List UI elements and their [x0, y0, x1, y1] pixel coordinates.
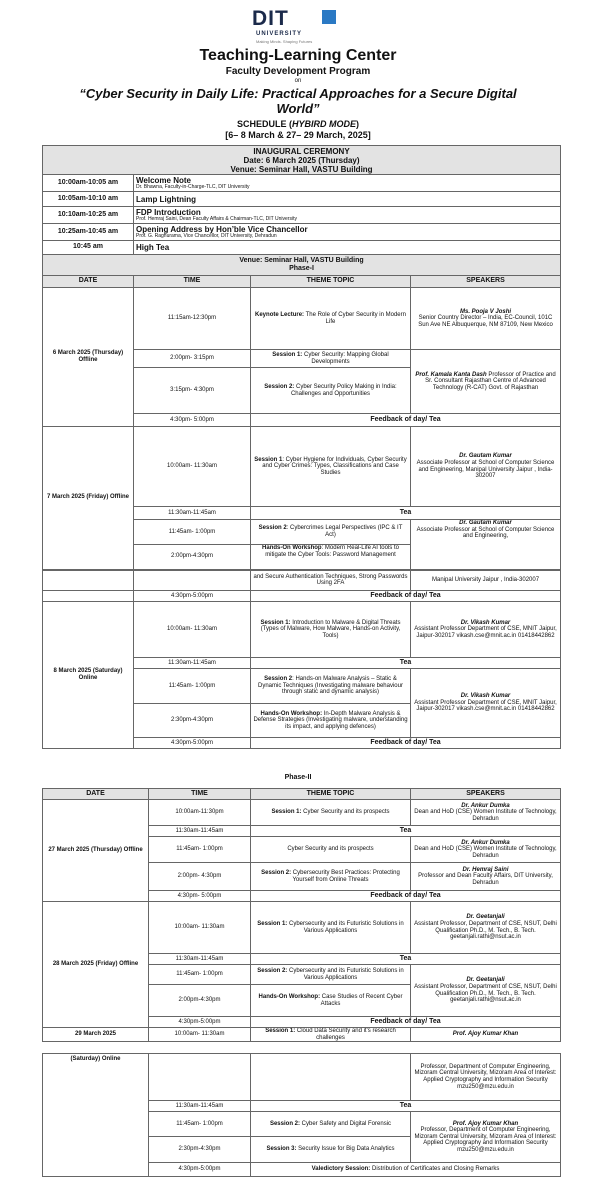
session-topic: [251, 602, 411, 658]
inaugural-item-title: Opening Address by Hon’ble Vice Chancellor: [136, 224, 308, 234]
session-label: Hands-On Workshop:: [258, 993, 321, 1000]
session-label: Session 2:: [261, 869, 292, 876]
feedback-label: Feedback of day/ Tea: [251, 738, 561, 749]
speaker-info-cont: Manipal University Jaipur , India-302007: [411, 570, 561, 591]
session-time: 11:45am- 1:00pm: [149, 1112, 251, 1137]
col-date: DATE: [43, 276, 134, 288]
speaker-info: Professor of Practice and Sr. Consultant Rajasthan Centre of Advanced Technology (R-CAT) Govt. of Rajasthan: [425, 371, 556, 391]
empty-cell: [251, 1054, 411, 1101]
session-label: Valedictory Session:: [311, 1166, 371, 1173]
feedback-label: Feedback of day/ Tea: [251, 414, 561, 427]
inaugural-item-detail: Prof. Hemraj Saini, Dean Faculty Affairs & Chairman-TLC, DIT University: [136, 215, 297, 222]
session-text: Security Issue for Big Data Analytics: [296, 1146, 395, 1153]
page-title: Teaching-Learning Center: [199, 47, 397, 64]
inaugural-item: [134, 175, 561, 192]
speaker-name: Ms. Pooja V Joshi: [460, 308, 512, 315]
session-text: Cyber Security Policy Making in India: Challenges and Opportunities: [290, 383, 397, 397]
speaker: [411, 965, 561, 1017]
session-time: 4:30pm-5:00pm: [149, 1017, 251, 1028]
session-text: Cybersecurity Best Practices: Protecting Yourself from Online Threats: [291, 869, 400, 883]
phase1-venue-row: [43, 255, 561, 276]
day-date: 27 March 2025 (Thursday) Offline: [43, 800, 149, 902]
tea-label: Tea: [251, 658, 561, 669]
speaker-name: Dr. Gautam Kumar: [459, 453, 512, 460]
session-topic: [251, 545, 411, 570]
session-time: 2:30pm-4:30pm: [134, 704, 251, 738]
session-label: Session 3:: [266, 1146, 297, 1153]
schedule-mode: HYBIRD MODE: [292, 119, 357, 129]
inaugural-item: [134, 224, 561, 241]
inaugural-item: [134, 192, 561, 207]
col-speakers: SPEAKERS: [411, 789, 561, 800]
schedule-label-text: SCHEDULE (: [236, 119, 292, 129]
tea-label: Tea: [251, 826, 561, 837]
inaugural-row: [43, 241, 561, 255]
speaker-info: Assistant Professor Department of CSE, MNIT Jaipur, Jaipur-302017 vikash.cse@mnit.ac.in 01418442862: [414, 626, 557, 639]
inaugural-venue: Venue: Seminar Hall, VASTU Building: [230, 164, 373, 174]
page-subtitle: Faculty Development Program: [225, 66, 371, 77]
inaugural-row: [43, 175, 561, 192]
speaker-name: Prof. Kamala Kanta Dash: [415, 371, 487, 378]
session-time: 11:30am-11:45am: [149, 826, 251, 837]
day-date: 29 March 2025: [43, 1028, 149, 1042]
schedule-dates: [6– 8 March & 27– 29 March, 2025]: [225, 130, 371, 140]
session-label: Session 1: [254, 456, 283, 463]
session-text: Cybersecurity and its Futuristic Solutions in Various Applications: [287, 967, 404, 981]
speaker-name: Prof. Ajoy Kumar Khan: [411, 1028, 561, 1042]
session-topic-cont: and Secure Authentication Techniques, Strong Passwords Using 2FA: [251, 570, 411, 591]
inaugural-item: [134, 207, 561, 224]
session-topic: [251, 427, 411, 507]
session-text: In-Depth Malware Analysis & Defense Strategies (Investigating malware, understanding its impact, and applying defences): [253, 710, 408, 730]
session-label: Session 2:: [257, 967, 288, 974]
logo-text: DIT: [252, 7, 289, 30]
tea-label: Tea: [251, 1101, 561, 1112]
session-topic: [251, 669, 411, 704]
inaugural-item-title: FDP Introduction: [136, 207, 201, 217]
col-time: TIME: [149, 789, 251, 800]
session-label: Session 1:: [272, 351, 303, 358]
speaker-name: Dr. Gautam Kumar: [459, 520, 512, 526]
valedictory-topic: [251, 1163, 561, 1177]
empty-cell: [43, 591, 134, 602]
speaker-info: Associate Professor at School of Computer Science and Engineering,: [416, 526, 555, 540]
inaugural-item-title: High Tea: [136, 243, 170, 252]
col-theme: THEME TOPIC: [251, 789, 411, 800]
session-label: Session 1:: [265, 1028, 296, 1034]
inaugural-header-row: [43, 146, 561, 175]
tea-label: Tea: [251, 954, 561, 965]
schedule-close: ): [356, 119, 360, 129]
session-text: : Hands-on Malware Analysis – Static & Dynamic Techniques (Investigating malware behaviour through static and dynamic analysis): [258, 676, 403, 696]
session-time: 10:00am- 11:30am: [134, 602, 251, 658]
session-row: [43, 800, 561, 826]
speaker-info: Professor and Dean Faculty Affairs, DIT University, Dehradun: [418, 873, 553, 886]
session-time: 4:30pm- 5:00pm: [134, 414, 251, 427]
inaugural-time: 10:05am-10:10 am: [43, 192, 134, 207]
session-topic: Cyber Security and its prospects: [251, 837, 411, 863]
day-date-cont: (Saturday) Online: [43, 1054, 149, 1177]
col-date: DATE: [43, 789, 149, 800]
inaugural-title: INAUGURAL CEREMONY: [253, 146, 350, 156]
session-label: Session 2: [258, 525, 287, 532]
speaker-info: Professor, Department of Computer Engineering, Mizoram Central University, Mizoram Area of Interest: Applied Cryptography and Information Security mzu250@mzu.edu.in: [414, 1127, 557, 1153]
inaugural-item-title: Welcome Note: [136, 175, 191, 185]
session-time: 11:45am- 1:00pm: [134, 520, 251, 545]
feedback-label: Feedback of day/ Tea: [251, 1017, 561, 1028]
session-text: Cyber Security: Mapping Global Developments: [302, 351, 389, 365]
document-header: [0, 0, 596, 145]
inaugural-header: [43, 146, 561, 175]
session-label: Session 1:: [257, 920, 288, 927]
session-time: 4:30pm-5:00pm: [134, 738, 251, 749]
speaker-info: Assistant Professor, Department of CSE, NSUT, Delhi Qualification Ph.D., M. Tech., B. Tech. geetanjali.rathi@nsut.ac.in: [414, 983, 557, 1004]
session-label: Session 2: [264, 676, 293, 683]
session-time: 4:30pm-5:00pm: [149, 1163, 251, 1177]
day-date: 28 March 2025 (Friday) Offline: [43, 902, 149, 1028]
phase1-venue-text: Venue: Seminar Hall, VASTU Building: [239, 257, 364, 264]
session-time: 11:30am-11:45am: [149, 954, 251, 965]
phase2-schedule-table: [42, 788, 561, 1042]
col-speakers: SPEAKERS: [411, 276, 561, 288]
inaugural-row: [43, 192, 561, 207]
tea-label: Tea: [251, 507, 561, 520]
session-label: Session 1:: [271, 809, 302, 816]
session-text: The Role of Cyber Security in Modern Life: [304, 311, 406, 325]
session-topic: [251, 704, 411, 738]
speaker-name: Dr. Vikash Kumar: [460, 693, 511, 700]
session-time: 11:30am-11:45am: [134, 658, 251, 669]
speaker-info: Assistant Professor, Department of CSE, NSUT, Delhi Qualification Ph.D., M. Tech., B. Tech. geetanjali.rathi@nsut.ac.in: [414, 920, 557, 941]
phase1-venue: [43, 255, 561, 276]
session-label: Hands-On Workshop: [262, 545, 322, 551]
continuation-row: [43, 570, 561, 591]
speaker-info: Dean and HoD (CSE) Women Institute of Technology, Dehradun: [414, 846, 557, 859]
speaker-info: Dean and HoD (CSE) Women Institute of Technology, Dehradun: [414, 809, 557, 822]
col-theme: THEME TOPIC: [251, 276, 411, 288]
session-row: [43, 427, 561, 507]
session-text: : Modern Real-Life AI tools to mitigate the Cyber Tools: Password Management: [265, 545, 399, 558]
speaker: [411, 602, 561, 658]
session-topic: [251, 350, 411, 368]
empty-cell: [149, 1054, 251, 1101]
session-text: : Cybercrimes Legal Perspectives (IPC & IT Act): [286, 525, 403, 538]
session-time: 2:00pm- 3:15pm: [134, 350, 251, 368]
feedback-label: Feedback of day/ Tea: [251, 891, 561, 902]
inaugural-date: Date: 6 March 2025 (Thursday): [243, 155, 360, 165]
session-time: 4:30pm-5:00pm: [134, 591, 251, 602]
session-topic: [251, 800, 411, 826]
session-text: Cloud Data Security and it’s research challenges: [295, 1028, 396, 1041]
session-time: 10:00am- 11:30am: [149, 902, 251, 954]
session-time: 11:15am-12:30pm: [134, 288, 251, 350]
inaugural-row: [43, 224, 561, 241]
speaker-name: Dr. Ankur Dumka: [461, 839, 510, 846]
session-time: 10:00am- 11:30am: [149, 1028, 251, 1042]
session-time: 11:45am- 1:00pm: [134, 669, 251, 704]
phase2-continuation-table: [42, 1053, 561, 1177]
speaker-name: Dr. Ankur Dumka: [461, 802, 510, 809]
session-text: Introduction to Malware & Digital Threats (Types of Malware, How Malware, Hands-on Activity, Tools): [260, 619, 401, 639]
session-row: [43, 602, 561, 658]
on-label: on: [294, 78, 302, 84]
session-topic: [251, 1112, 411, 1137]
inaugural-time: 10:45 am: [43, 241, 134, 255]
speaker: [411, 1112, 561, 1163]
session-text: : Cyber Hygiene for Individuals, Cyber Security and Cyber Crimes: Types, Classifications and Case Studies: [262, 456, 407, 476]
speaker-info: Assistant Professor Department of CSE, MNIT Jaipur, Jaipur-302017 vikash.cse@mnit.ac.in 01418442862: [414, 699, 557, 713]
inaugural-time: 10:10am-10:25 am: [43, 207, 134, 224]
session-text: Cyber Safety and Digital Forensic: [299, 1120, 392, 1127]
speaker: [411, 800, 561, 826]
inaugural-item-title: Lamp Lightning: [136, 194, 196, 204]
session-topic: [251, 288, 411, 350]
column-header-row: [43, 276, 561, 288]
session-label: Session 2:: [269, 1120, 300, 1127]
session-topic: [251, 1028, 411, 1042]
session-topic: [251, 965, 411, 985]
continuation-row: [43, 1054, 561, 1101]
logo-flag-icon: [322, 10, 336, 24]
speaker-info: Senior Country Director – India, EC-Council, 101C Sun Ave NE Albuquerque, NM 87109, New Mexico: [418, 315, 553, 328]
speaker-info: Associate Professor at School of Computer Science and Engineering, Manipal University Jaipur , India-302007: [416, 459, 555, 480]
speaker: [411, 288, 561, 350]
inaugural-item-detail: Dr. Bhawna, Faculty-in-Charge-TLC, DIT University: [136, 183, 250, 190]
session-time: 4:30pm- 5:00pm: [149, 891, 251, 902]
session-topic: [251, 985, 411, 1017]
session-time: 11:30am-11:45am: [134, 507, 251, 520]
session-topic: [251, 368, 411, 414]
inaugural-item: [134, 241, 561, 255]
phase2-label: Phase-II: [284, 774, 312, 781]
session-topic: [251, 902, 411, 954]
session-time: 11:30am-11:45am: [149, 1101, 251, 1112]
feedback-label: Feedback of day/ Tea: [251, 591, 561, 602]
session-label: Keynote Lecture:: [255, 311, 305, 318]
session-time: 10:00am-11:30pm: [149, 800, 251, 826]
speaker-name: Dr. Vikash Kumar: [460, 619, 511, 626]
session-row: [43, 1028, 561, 1042]
session-time: 3:15pm- 4:30pm: [134, 368, 251, 414]
phase1-schedule-table: [42, 145, 561, 749]
inaugural-time: 10:25am-10:45 am: [43, 224, 134, 241]
empty-cell: [43, 570, 134, 591]
day-date: 7 March 2025 (Friday) Offline: [43, 427, 134, 570]
dit-university-logo: [252, 8, 344, 48]
speaker-name: Dr. Geetanjali: [466, 914, 505, 921]
session-topic: [251, 1137, 411, 1163]
session-time: 10:00am- 11:30am: [134, 427, 251, 507]
session-label: Hands-On Workshop:: [260, 710, 323, 717]
inaugural-item-detail: Prof. G. Raghurama, Vice Chancellor, DIT University, Dehradun: [136, 232, 277, 239]
logo-tagline: Making Minds. Shaping Futures: [256, 39, 313, 44]
session-time: 2:30pm-4:30pm: [149, 1137, 251, 1163]
session-row: [43, 902, 561, 954]
speaker: [411, 863, 561, 891]
session-text: Cyber Security and its prospects: [301, 809, 390, 816]
speaker-info: Professor, Department of Computer Engineering, Mizoram Central University, Mizoram Area of Interest: Applied Cryptography and Information Security mzu250@mzu.edu.in: [411, 1054, 561, 1101]
speaker: [411, 837, 561, 863]
speaker: [411, 520, 561, 570]
speaker-name: Prof. Ajoy Kumar Khan: [452, 1120, 519, 1127]
session-topic: [251, 863, 411, 891]
session-text: Case Studies of Recent Cyber Attacks: [320, 993, 403, 1007]
session-label: Session 1:: [260, 619, 291, 626]
speaker-name: Dr. Geetanjali: [466, 977, 505, 984]
speaker: [411, 350, 561, 414]
day-date: 8 March 2025 (Saturday) Online: [43, 602, 134, 749]
logo-sub: UNIVERSITY: [256, 31, 303, 37]
inaugural-time: 10:00am-10:05 am: [43, 175, 134, 192]
speaker: [411, 669, 561, 738]
speaker: [411, 902, 561, 954]
speaker: [411, 427, 561, 507]
feedback-row: [43, 591, 561, 602]
col-time: TIME: [134, 276, 251, 288]
session-label: Session 2:: [264, 383, 295, 390]
speaker-name: Dr. Hemraj Saini: [462, 866, 509, 873]
session-time: 11:45am- 1:00pm: [149, 837, 251, 863]
session-time: 2:00pm- 4:30pm: [149, 863, 251, 891]
phase1-label: Phase-I: [289, 265, 314, 272]
inaugural-row: [43, 207, 561, 224]
session-time: 2:00pm-4:30pm: [149, 985, 251, 1017]
day-date: 6 March 2025 (Thursday) Offline: [43, 288, 134, 427]
session-row: [43, 288, 561, 350]
fdp-theme: “Cyber Security in Daily Life: Practical Approaches for a Secure Digital World”: [79, 86, 517, 116]
schedule-label: [0, 119, 596, 129]
session-time: 11:45am- 1:00pm: [149, 965, 251, 985]
session-text: Cybersecurity and its Futuristic Solutions in Various Applications: [287, 920, 404, 934]
session-topic: [251, 520, 411, 545]
column-header-row: [43, 789, 561, 800]
session-time: 2:00pm-4:30pm: [134, 545, 251, 570]
empty-cell: [134, 570, 251, 591]
session-text: Distribution of Certificates and Closing Remarks: [370, 1166, 500, 1173]
